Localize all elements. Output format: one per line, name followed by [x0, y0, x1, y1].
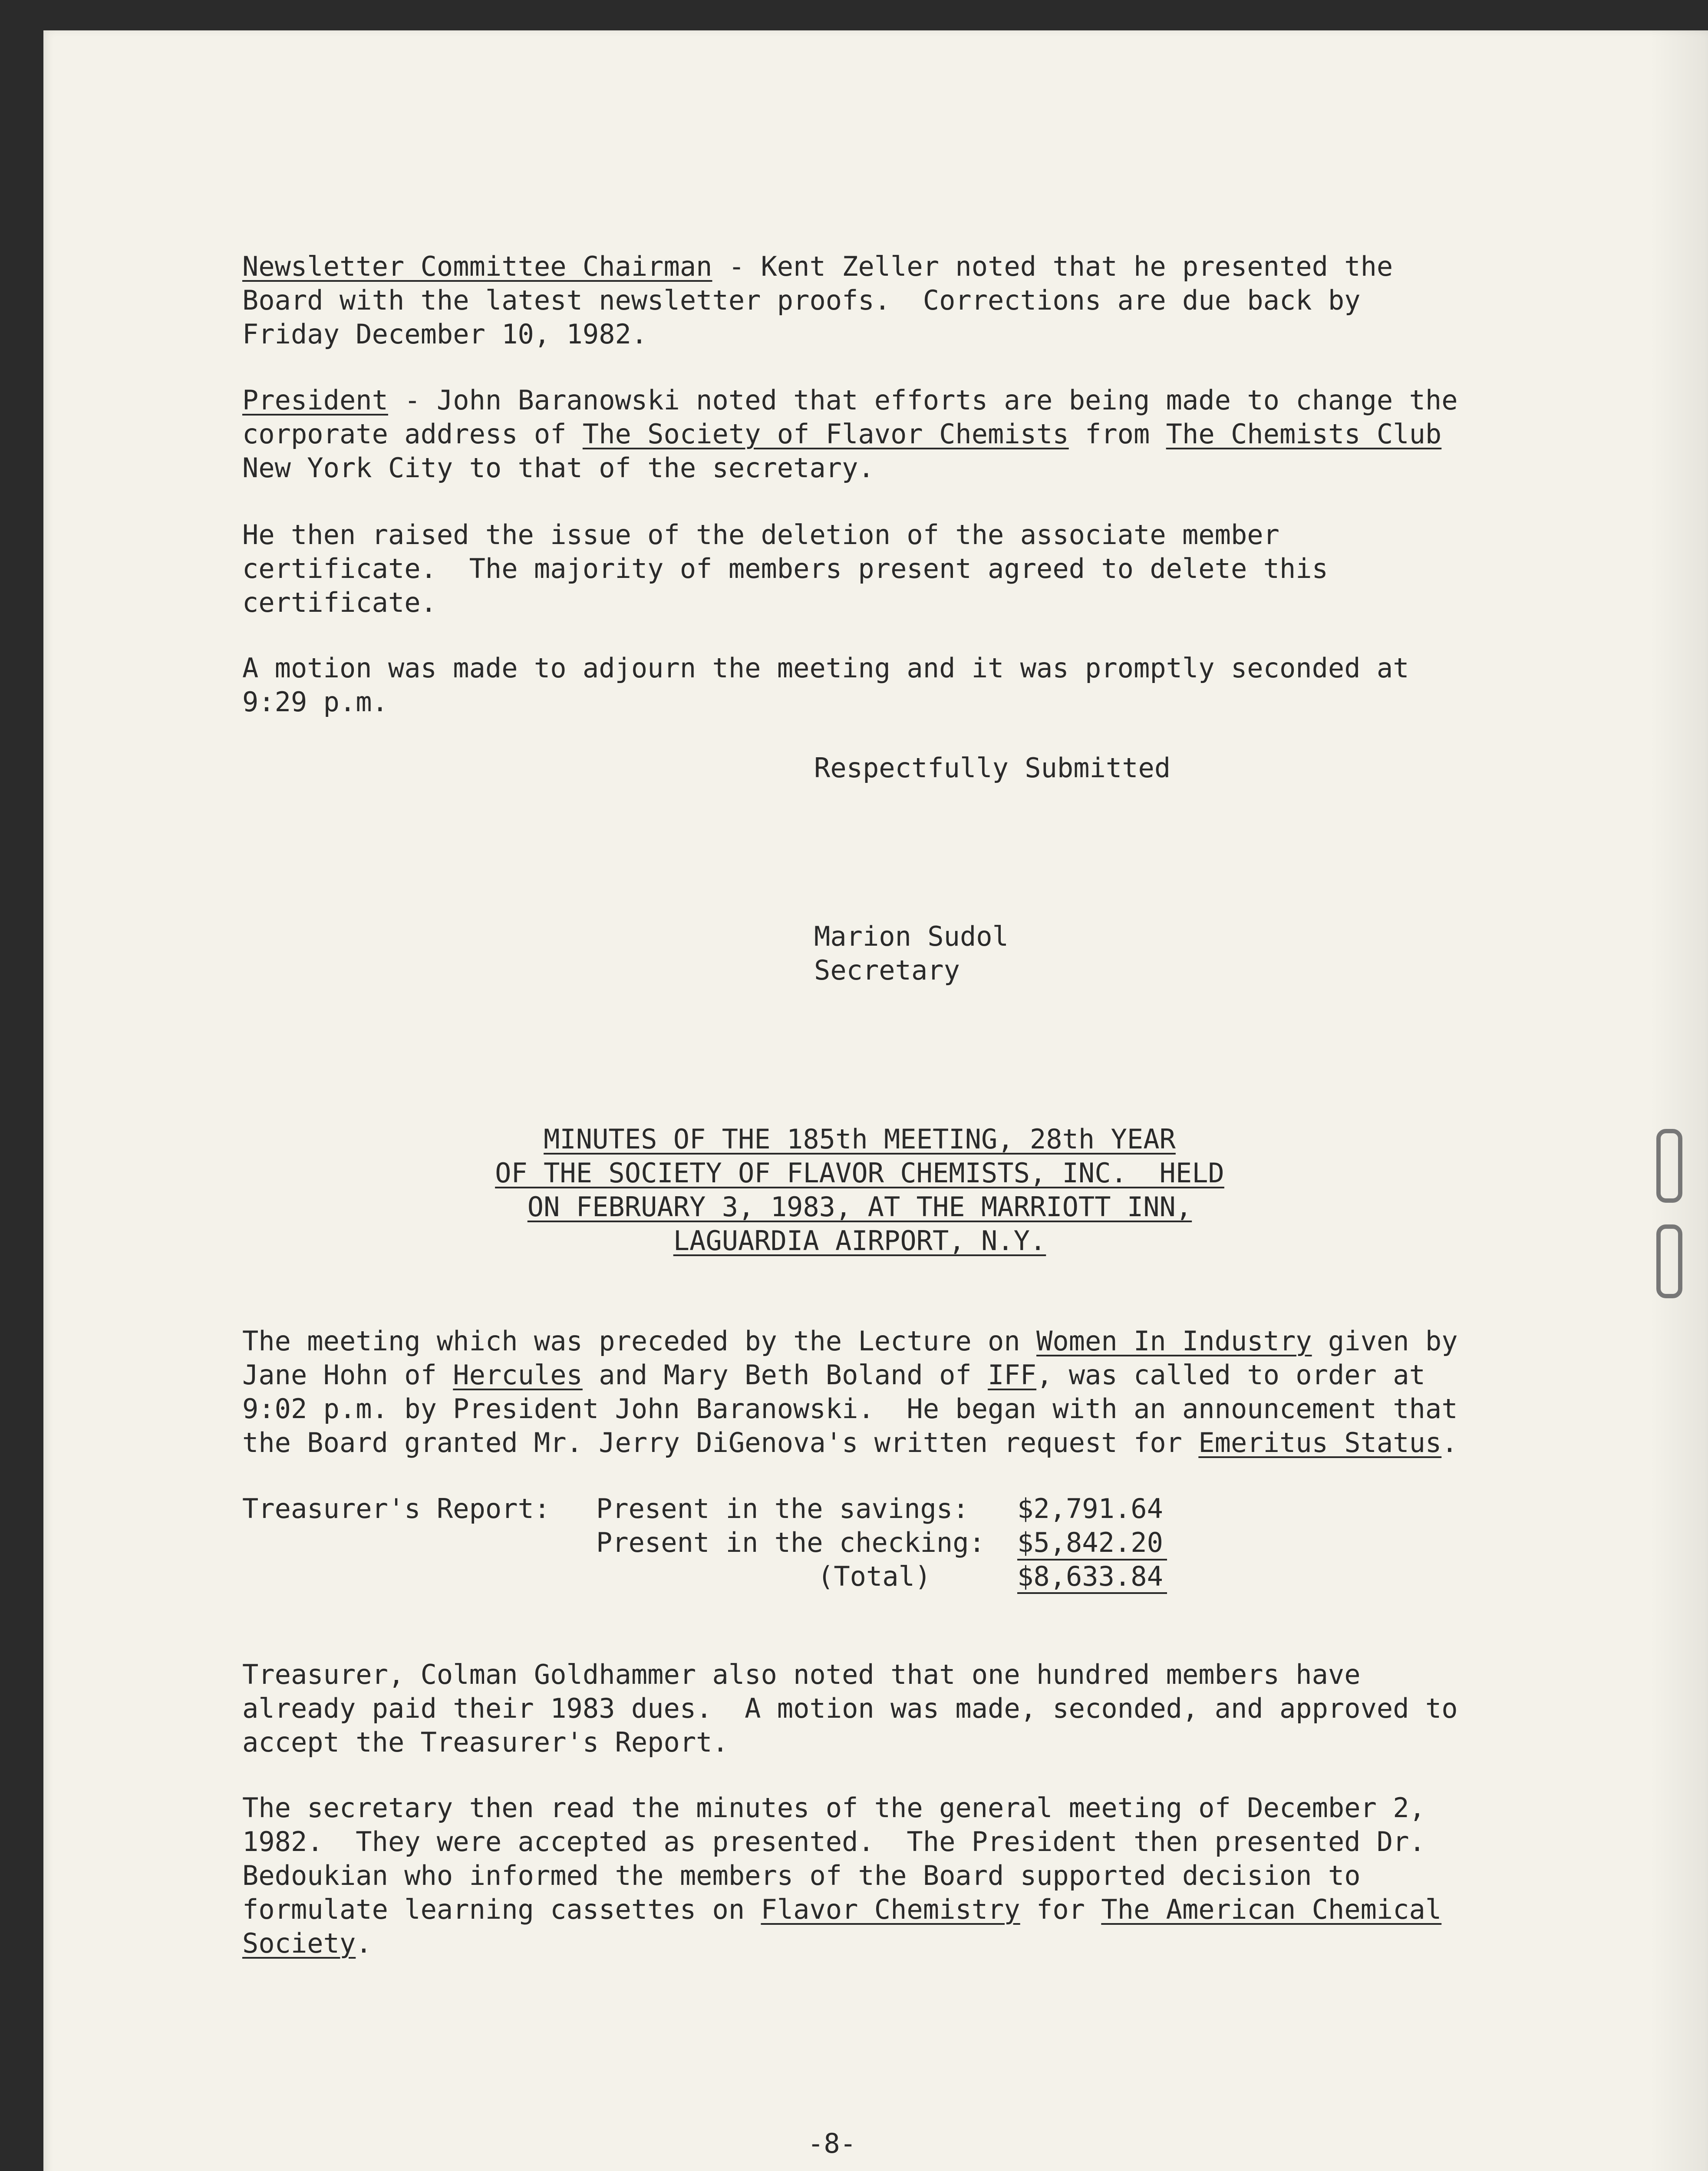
president-line1: - John Baranowski noted that efforts are being made to change the [388, 384, 1458, 416]
adjourn-line2: 9:29 p.m. [242, 686, 388, 718]
president-paragraph [242, 383, 1545, 485]
meeting-line2b: and Mary Beth Boland of [582, 1359, 988, 1391]
adjourn-paragraph [242, 651, 1545, 719]
newsletter-line2: Board with the latest newsletter proofs. Corrections are due back by [242, 284, 1361, 316]
minutes-title-line1: MINUTES OF THE 185th MEETING, 28th YEAR [544, 1123, 1176, 1155]
chemists-club-name: The Chemists Club [1166, 418, 1442, 450]
meeting-line4a: the Board granted Mr. Jerry DiGenova's written request for [242, 1427, 1199, 1458]
total-underline [1017, 1592, 1167, 1594]
acs-name-part1: The American Chemical [1101, 1894, 1442, 1925]
newsletter-line1: - Kent Zeller noted that he presented the [712, 251, 1393, 282]
secretary-line2: 1982. They were accepted as presented. The President then presented Dr. [242, 1826, 1425, 1858]
checking-label: Present in the checking: [596, 1527, 985, 1558]
binder-clip-bottom [1656, 1224, 1682, 1298]
treasurer-note-line3: accept the Treasurer's Report. [242, 1726, 729, 1758]
certificate-paragraph [242, 518, 1545, 620]
minutes-title-line3: ON FEBRUARY 3, 1983, AT THE MARRIOTT INN, [527, 1191, 1192, 1223]
president-heading: President [242, 384, 388, 416]
treasurer-report-label: Treasurer's Report: [242, 1493, 551, 1524]
hercules-name: Hercules [453, 1359, 583, 1391]
certificate-line2: certificate. The majority of members present agreed to delete this [242, 553, 1328, 584]
minutes-title-line4: LAGUARDIA AIRPORT, N.Y. [673, 1225, 1046, 1257]
signature-name: Marion Sudol [814, 921, 1009, 952]
society-name: The Society of Flavor Chemists [582, 418, 1069, 450]
savings-label: Present in the savings: [596, 1493, 969, 1524]
page-number: -8- [808, 2128, 856, 2159]
minutes-title-line2: OF THE SOCIETY OF FLAVOR CHEMISTS, INC. HELD [495, 1157, 1224, 1189]
secretary-line4a: formulate learning cassettes on [242, 1894, 761, 1925]
president-line3: New York City to that of the secretary. [242, 452, 874, 484]
certificate-line1: He then raised the issue of the deletion of the associate member [242, 519, 1279, 551]
secretary-line3: Bedoukian who informed the members of the Board supported decision to [242, 1860, 1361, 1891]
minutes-title [373, 1122, 1346, 1258]
meeting-paragraph [242, 1324, 1545, 1460]
total-value: $8,633.84 [1017, 1561, 1163, 1592]
president-line2a: corporate address of [242, 418, 583, 450]
meeting-line2a: Jane Hohn of [242, 1359, 453, 1391]
treasurer-note-paragraph [242, 1658, 1545, 1759]
secretary-line5b: . [356, 1927, 372, 1959]
emeritus-status: Emeritus Status [1198, 1427, 1442, 1458]
signature-title: Secretary [814, 954, 960, 986]
flavor-chemistry: Flavor Chemistry [761, 1894, 1020, 1925]
meeting-line2c: , was called to order at [1036, 1359, 1425, 1391]
acs-name-part2: Society [242, 1927, 356, 1959]
secretary-paragraph [242, 1791, 1545, 1960]
president-line2b: from [1068, 418, 1166, 450]
page-edge-shadow [1650, 30, 1708, 2171]
checking-value: $5,842.20 [1017, 1527, 1163, 1558]
newsletter-heading: Newsletter Committee Chairman [242, 251, 712, 282]
newsletter-paragraph [242, 250, 1545, 351]
meeting-line3: 9:02 p.m. by President John Baranowski. He began with an announcement that [242, 1393, 1458, 1425]
adjourn-line1: A motion was made to adjourn the meeting and it was promptly seconded at [242, 652, 1409, 684]
secretary-line4b: for [1020, 1894, 1101, 1925]
closing-text: Respectfully Submitted [814, 752, 1171, 784]
meeting-line1b: given by [1312, 1325, 1458, 1357]
treasurer-note-line1: Treasurer, Colman Goldhammer also noted that one hundred members have [242, 1659, 1361, 1690]
certificate-line3: certificate. [242, 587, 437, 618]
binder-clip-top [1656, 1129, 1682, 1203]
total-label: (Total) [818, 1561, 931, 1592]
treasurer-note-line2: already paid their 1983 dues. A motion was made, seconded, and approved to [242, 1693, 1458, 1724]
savings-value: $2,791.64 [1017, 1493, 1163, 1524]
secretary-line1: The secretary then read the minutes of the general meeting of December 2, [242, 1792, 1425, 1824]
lecture-title: Women In Industry [1036, 1325, 1312, 1357]
meeting-line1a: The meeting which was preceded by the Lecture on [242, 1325, 1037, 1357]
meeting-line4b: . [1441, 1427, 1458, 1458]
iff-name: IFF [988, 1359, 1037, 1391]
newsletter-line3: Friday December 10, 1982. [242, 318, 648, 350]
